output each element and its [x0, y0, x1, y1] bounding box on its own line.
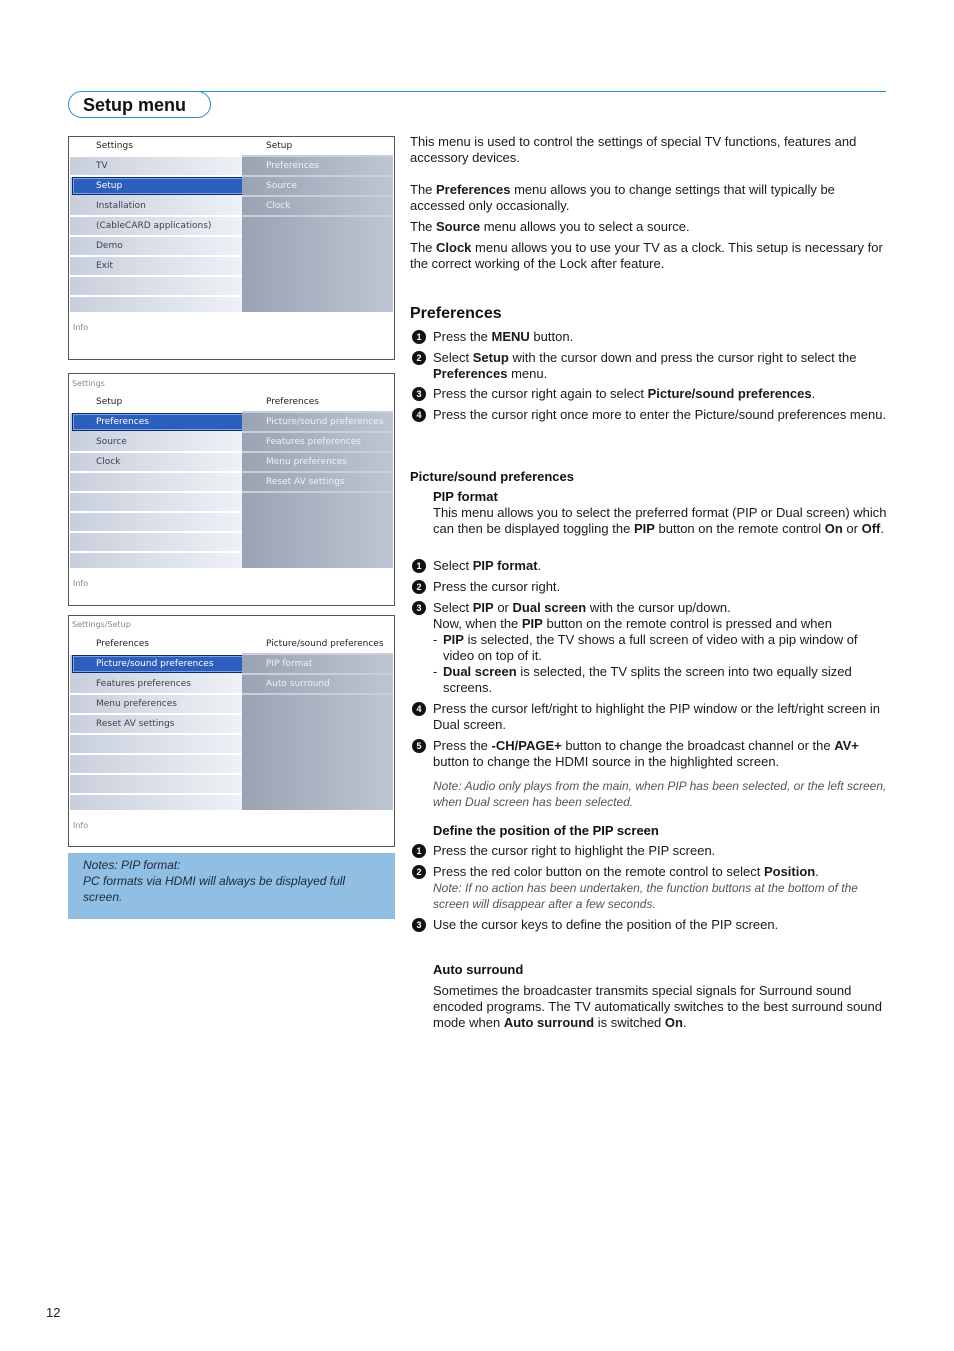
- step-number-icon: 5: [412, 739, 426, 753]
- menu-breadcrumb: Settings/Setup: [72, 620, 131, 629]
- step-number-icon: 1: [412, 330, 426, 344]
- intro-paragraph-1: This menu is used to control the settings of special TV functions, features and accessory devices.: [410, 134, 857, 165]
- menu-screenshot-preferences: [68, 373, 395, 606]
- step-number-icon: 1: [412, 559, 426, 573]
- menu-left-column: [70, 393, 242, 568]
- step-number-icon: 4: [412, 408, 426, 422]
- menu-item-empty: [70, 533, 242, 553]
- step-number-icon: 4: [412, 702, 426, 716]
- menu-item-empty: [70, 775, 242, 795]
- page-number: 12: [46, 1305, 61, 1320]
- menu-info-label: Info: [73, 821, 89, 830]
- menu-info-label: Info: [73, 579, 89, 588]
- pip-format-note-box: [68, 853, 395, 919]
- section-title: Setup menu: [83, 95, 187, 115]
- menu-item[interactable]: Reset AV settings: [70, 715, 242, 735]
- menu-subitem[interactable]: Clock: [242, 197, 393, 217]
- menu-item[interactable]: Clock: [70, 453, 242, 473]
- step-number-icon: 2: [412, 351, 426, 365]
- pip-step-3-continuation: Now, when the PIP button on the remote control is pressed and when: [433, 616, 832, 631]
- intro-paragraph-3: The Source menu allows you to select a source.: [410, 219, 690, 234]
- menu-item-selected[interactable]: Setup: [72, 177, 244, 195]
- menu-screenshot-setup: [68, 136, 395, 360]
- pip-option-pip: - PIP is selected, the TV shows a full screen of video with a pip window of video on top of it.: [433, 632, 858, 663]
- step-number-icon: 2: [412, 580, 426, 594]
- preferences-step-1: 1 Press the MENU button.: [410, 329, 888, 345]
- pip-option-dual-screen: - Dual screen is selected, the TV splits the screen into two equally sized screens.: [433, 664, 852, 695]
- menu-item-empty: [70, 277, 242, 297]
- menu-info-label: Info: [73, 323, 89, 332]
- section-title-pill: [68, 91, 211, 118]
- content-column: [410, 0, 888, 1100]
- menu-right-header: Preferences: [242, 393, 393, 413]
- menu-subitem[interactable]: Source: [242, 177, 393, 197]
- intro-paragraph-4: The Clock menu allows you to use your TV as a clock. This setup is necessary for the correct working of the Lock after feature.: [410, 240, 883, 271]
- menu-subitem[interactable]: Picture/sound preferences: [242, 413, 393, 433]
- menu-subitem[interactable]: Preferences: [242, 157, 393, 177]
- preferences-step-2: 2 Select Setup with the cursor down and press the cursor right to select the Preferences menu.: [410, 350, 888, 382]
- preferences-heading: Preferences: [410, 305, 502, 322]
- auto-surround-heading: Auto surround: [433, 962, 524, 977]
- note-line-1: Notes: PIP format:: [83, 858, 181, 872]
- menu-item[interactable]: TV: [70, 157, 242, 177]
- menu-item-empty: [70, 755, 242, 775]
- menu-subitem[interactable]: Features preferences: [242, 433, 393, 453]
- step-number-icon: 3: [412, 918, 426, 932]
- menu-item-empty: [70, 473, 242, 493]
- picture-sound-heading: Picture/sound preferences: [410, 469, 574, 484]
- position-step-2: 2 Press the red color button on the remote control to select Position.: [410, 864, 888, 880]
- pip-step-5: 5 Press the -CH/PAGE+ button to change the broadcast channel or the AV+ button to change the HDMI source in the highlighted screen.: [410, 738, 888, 770]
- preferences-step-4: 4 Press the cursor right once more to enter the Picture/sound preferences menu.: [410, 407, 888, 423]
- menu-right-column: [242, 635, 393, 810]
- menu-subitem[interactable]: Reset AV settings: [242, 473, 393, 493]
- position-heading: Define the position of the PIP screen: [433, 823, 659, 838]
- menu-item[interactable]: Source: [70, 433, 242, 453]
- menu-left-header: Preferences: [70, 635, 242, 655]
- step-number-icon: 3: [412, 601, 426, 615]
- pip-format-heading: PIP format: [433, 489, 498, 504]
- menu-item-selected[interactable]: Preferences: [72, 413, 244, 431]
- step-number-icon: 2: [412, 865, 426, 879]
- menu-item-empty: [70, 493, 242, 513]
- menu-right-column: [242, 393, 393, 568]
- menu-item[interactable]: Installation: [70, 197, 242, 217]
- pip-step-4: 4 Press the cursor left/right to highlight the PIP window or the left/right screen in Dual screen.: [410, 701, 888, 733]
- menu-item[interactable]: Features preferences: [70, 675, 242, 695]
- pip-step-2: 2 Press the cursor right.: [410, 579, 888, 595]
- menu-subitem[interactable]: Menu preferences: [242, 453, 393, 473]
- intro-paragraph-2: The Preferences menu allows you to change settings that will typically be accessed only occasionally.: [410, 182, 835, 213]
- note-line-2: PC formats via HDMI will always be displayed full screen.: [83, 874, 346, 904]
- preferences-step-3: 3 Press the cursor right again to select Picture/sound preferences.: [410, 386, 888, 402]
- menu-item-empty: [70, 513, 242, 533]
- menu-item[interactable]: Demo: [70, 237, 242, 257]
- audio-note: Note: Audio only plays from the main, when PIP has been selected, or the left screen, when Dual screen has been selected.: [433, 779, 887, 809]
- menu-left-column: [70, 137, 242, 312]
- position-note: Note: If no action has been undertaken, the function buttons at the bottom of the screen will disappear after a few seconds.: [433, 881, 858, 911]
- menu-right-header: Picture/sound preferences: [242, 635, 393, 655]
- menu-breadcrumb: Settings: [72, 379, 105, 388]
- menu-item[interactable]: (CableCARD applications): [70, 217, 242, 237]
- pip-format-paragraph: This menu allows you to select the preferred format (PIP or Dual screen) which can then be displayed toggling the PIP button on the remote control On or Off.: [433, 505, 887, 536]
- menu-item[interactable]: Menu preferences: [70, 695, 242, 715]
- menu-item-selected[interactable]: Picture/sound preferences: [72, 655, 244, 673]
- menu-right-header: Setup: [242, 137, 393, 157]
- menu-left-column: [70, 635, 242, 810]
- menu-left-header: Settings: [70, 137, 242, 157]
- menu-item-empty: [70, 735, 242, 755]
- auto-surround-paragraph: Sometimes the broadcaster transmits special signals for Surround sound encoded programs. The TV automatically switches to the best surround sound mode when Auto surround is switched On.: [433, 983, 882, 1030]
- pip-step-3: 3 Select PIP or Dual screen with the cursor up/down.: [410, 600, 888, 616]
- menu-screenshot-picture-sound: [68, 615, 395, 847]
- menu-left-header: Setup: [70, 393, 242, 413]
- menu-subitem[interactable]: Auto surround: [242, 675, 393, 695]
- pip-step-1: 1 Select PIP format.: [410, 558, 888, 574]
- position-step-3: 3 Use the cursor keys to define the position of the PIP screen.: [410, 917, 888, 933]
- menu-right-column: [242, 137, 393, 312]
- step-number-icon: 3: [412, 387, 426, 401]
- menu-item[interactable]: Exit: [70, 257, 242, 277]
- step-number-icon: 1: [412, 844, 426, 858]
- position-step-1: 1 Press the cursor right to highlight the PIP screen.: [410, 843, 888, 859]
- menu-subitem[interactable]: PIP format: [242, 655, 393, 675]
